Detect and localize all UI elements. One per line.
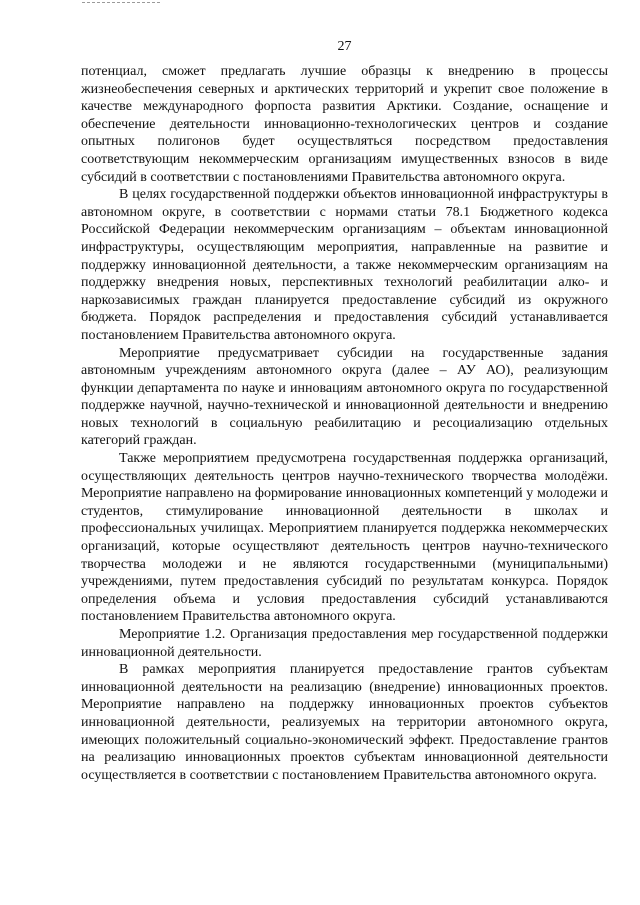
document-page [81, 38, 608, 784]
paragraph-5: Мероприятие 1.2. Организация предоставления мер государственной поддержки инновационной деятельности. [81, 627, 608, 660]
scan-artifact-line [82, 2, 160, 3]
page-number: 27 [337, 39, 352, 54]
paragraph-3: Мероприятие предусматривает субсидии на государственные задания автономным учреждениям автономного округа (далее – АУ АО), реализующим функции департамента по науке и инновациям автономного округа по государственной поддержке научной, научно-технической и инновационной деятельности и внедрению новых технологий в социальную реабилитацию и ресоциализацию отдельных категорий граждан. [81, 345, 608, 449]
paragraph-6: В рамках мероприятия планируется предоставление грантов субъектам инновационной деятельности на реализацию (внедрение) инновационных проектов. Мероприятие направлено на поддержку инновационных проектов субъектов инновационной деятельности, реализуемых на территории автономного округа, имеющих положительный социально-экономический эффект. Предоставление грантов на реализацию инновационных проектов субъектам инновационной деятельности осуществляется в соответствии с постановлением Правительства автономного округа. [81, 662, 608, 783]
paragraph-4: Также мероприятием предусмотрена государственная поддержка организаций, осуществляющих деятельность центров научно-технического творчества молодёжи. Мероприятие направлено на формирование инновационных компетенций у молодежи и студентов, стимулирование инновационной деятельности в школах и профессиональных училищах. Мероприятием планируется поддержка некоммерческих организаций, которые осуществляют деятельность центров научно-технического творчества молодежи и не являются государственными (муниципальными) учреждениями, путем предоставления субсидий по результатам конкурса. Порядок определения объема и условия предоставления субсидий устанавливаются постановлением Правительства автономного округа. [81, 451, 608, 625]
paragraph-2: В целях государственной поддержки объектов инновационной инфраструктуры в автономном округе, в соответствии с нормами статьи 78.1 Бюджетного кодекса Российской Федерации некоммерческим организациям – объектам инновационной инфраструктуры, осуществляющим мероприятия, направленные на развитие и поддержку инновационной деятельности, а также некоммерческим организациям на поддержку внедрения новых, перспективных технологий реабилитации алко- и наркозависимых граждан планируется предоставление субсидий из окружного бюджета. Порядок распределения и предоставления субсидий устанавливается постановлением Правительства автономного округа. [81, 187, 608, 343]
paragraph-1: потенциал, сможет предлагать лучшие образцы к внедрению в процессы жизнеобеспечения северных и арктических территорий и укрепит свое положение в качестве международного форпоста развития Арктики. Создание, оснащение и обеспечение деятельности инновационно-технологических центров и создание опытных полигонов будет осуществляться посредством предоставления соответствующим некоммерческим организациям имущественных взносов в виде субсидий в соответствии с постановлениями Правительства автономного округа. [81, 64, 608, 185]
